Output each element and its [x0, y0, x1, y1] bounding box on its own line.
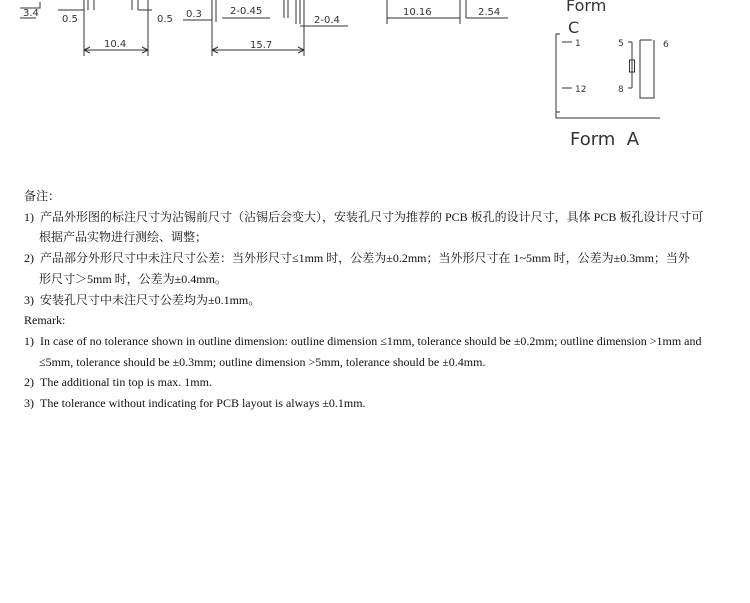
en-note-2: [24, 372, 728, 393]
pin-8-label: 8: [618, 85, 624, 95]
dim-15-7: 15.7: [250, 40, 273, 51]
en-note-2-text: The additional tin top is max. 1mm.: [40, 375, 212, 390]
dim-2-0-45: 2-0.45: [230, 6, 263, 17]
cn-note-1-number: 1): [24, 209, 34, 224]
dim-0-3: 0.3: [186, 9, 202, 20]
cn-notes-title: 备注：: [24, 189, 61, 203]
pin-5-label: 5: [618, 39, 624, 49]
cn-note-1: [24, 207, 728, 228]
dim-0-5-left: 0.5: [62, 14, 78, 25]
cn-note-3-number: 3): [24, 292, 34, 307]
en-note-2-number: 2): [24, 375, 34, 390]
en-note-1: [24, 331, 728, 352]
en-note-1-number: 1): [24, 333, 34, 348]
notes-section: [24, 186, 728, 414]
en-remark-title: Remark:: [24, 313, 66, 328]
en-note-3-number: 3): [24, 396, 34, 411]
en-note-3: [24, 393, 728, 414]
dim-10-4: 10.4: [104, 39, 127, 50]
form-c-letter: C: [568, 18, 580, 37]
form-a-label: Form A: [570, 129, 640, 150]
form-c-label: Form: [566, 0, 607, 15]
cn-note-1-text: 产品外形图的标注尺寸为沾锡前尺寸（沾锡后会变大），安装孔尺寸为推荐的 PCB 板孔的设计尺寸，具体 PCB 板孔设计尺寸可: [40, 209, 704, 224]
en-note-3-text: The tolerance without indicating for PCB layout is always ±0.1mm.: [40, 396, 366, 411]
dimension-lines: [20, 0, 660, 118]
cn-note-2-text: 产品部分外形尺寸中未注尺寸公差：当外形尺寸≤1mm 时，公差为±0.2mm；当外形尺寸在 1~5mm 时，公差为±0.3mm；当外: [40, 251, 690, 266]
cn-note-2-continuation: 形尺寸＞5mm 时，公差为±0.4mm。: [39, 271, 227, 286]
dim-10-16: 10.16: [403, 7, 432, 18]
pin-6-label: 6: [663, 40, 669, 50]
cn-note-3-text: 安装孔尺寸中未注尺寸公差均为±0.1mm。: [40, 292, 261, 307]
cn-note-2-number: 2): [24, 251, 34, 266]
dim-0-5-right: 0.5: [157, 14, 173, 25]
cn-note-1-continuation: 根据产品实物进行测绘、调整；: [39, 230, 208, 245]
pin-1-label: 1: [575, 39, 581, 49]
cn-note-2: [24, 248, 728, 269]
dim-3-4: 3.4: [23, 8, 39, 19]
dim-2-0-4: 2-0.4: [314, 15, 340, 26]
en-note-1-text: In case of no tolerance shown in outline dimension: outline dimension ≤1mm, tolerance should be ±0.2mm; outline dimension >1mm and: [40, 333, 702, 348]
outline-drawing: [0, 0, 750, 160]
cn-note-3: [24, 290, 728, 311]
en-note-1-continuation: ≤5mm, tolerance should be ±0.3mm; outline dimension >5mm, tolerance should be ±0.4mm.: [39, 354, 486, 369]
dim-2-54: 2.54: [478, 7, 501, 18]
pin-12-label: 12: [575, 85, 587, 95]
